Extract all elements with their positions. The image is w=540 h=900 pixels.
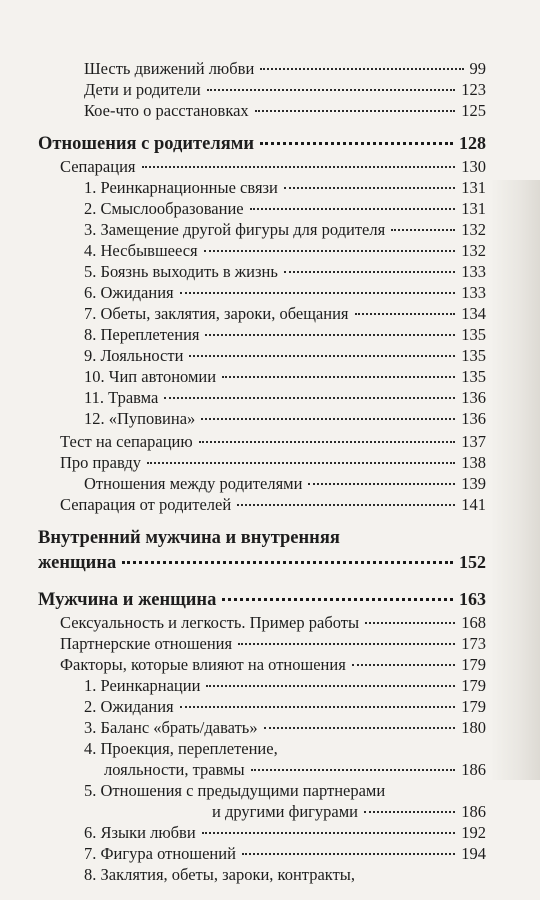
entry-page: 132 bbox=[461, 241, 486, 260]
toc-entry[interactable] bbox=[84, 282, 486, 304]
dot-leader bbox=[202, 832, 456, 834]
dot-leader bbox=[364, 811, 455, 813]
toc-entry[interactable] bbox=[84, 345, 486, 367]
entry-title: Шесть движений любви bbox=[84, 59, 255, 78]
dot-leader bbox=[308, 483, 455, 485]
dot-leader bbox=[222, 376, 455, 378]
toc-entry[interactable] bbox=[84, 303, 486, 325]
dot-leader bbox=[365, 622, 455, 624]
toc-entry[interactable] bbox=[84, 780, 486, 802]
dot-leader bbox=[264, 727, 456, 729]
entry-title: 1. Реинкарнационные связи bbox=[84, 178, 278, 197]
entry-page: 133 bbox=[461, 283, 486, 302]
toc-entry[interactable] bbox=[84, 219, 486, 241]
entry-page: 125 bbox=[461, 101, 486, 120]
section-title: Внутренний мужчина и внутренняя bbox=[38, 528, 340, 548]
dot-leader bbox=[391, 229, 455, 231]
toc-entry[interactable] bbox=[60, 431, 486, 453]
toc-entry-continued[interactable] bbox=[104, 759, 486, 781]
entry-title: 10. Чип автономии bbox=[84, 367, 217, 386]
entry-page: 138 bbox=[461, 453, 486, 472]
toc-entry[interactable] bbox=[84, 822, 486, 844]
entry-title: 3. Замещение другой фигуры для родителя bbox=[84, 220, 386, 239]
dot-leader bbox=[206, 685, 455, 687]
dot-leader bbox=[180, 292, 456, 294]
entry-title: 8. Заклятия, обеты, зароки, контракты, bbox=[84, 865, 356, 884]
entry-title: 7. Обеты, заклятия, зароки, обещания bbox=[84, 304, 349, 323]
entry-page: 133 bbox=[461, 262, 486, 281]
entry-title: 6. Ожидания bbox=[84, 283, 174, 302]
toc-entry[interactable] bbox=[84, 79, 486, 101]
entry-page: 135 bbox=[461, 346, 486, 365]
dot-leader bbox=[180, 706, 456, 708]
toc-entry[interactable] bbox=[84, 261, 486, 283]
dot-leader bbox=[251, 769, 456, 771]
entry-title: 3. Баланс «брать/давать» bbox=[84, 718, 258, 737]
toc-entry-continued[interactable] bbox=[212, 801, 486, 823]
entry-page: 168 bbox=[461, 613, 486, 632]
dot-leader bbox=[189, 355, 455, 357]
entry-title: 4. Проекция, переплетение, bbox=[84, 739, 278, 758]
entry-page: 134 bbox=[461, 304, 486, 323]
toc-entry[interactable] bbox=[84, 864, 486, 886]
entry-page: 194 bbox=[461, 844, 486, 863]
dot-leader bbox=[205, 334, 455, 336]
dot-leader bbox=[255, 110, 456, 112]
entry-title: 4. Несбывшееся bbox=[84, 241, 198, 260]
entry-title: Отношения между родителями bbox=[84, 474, 303, 493]
entry-title: Сепарация bbox=[60, 157, 136, 176]
entry-title: 1. Реинкарнации bbox=[84, 676, 201, 695]
dot-leader bbox=[164, 397, 455, 399]
dot-leader bbox=[355, 313, 456, 315]
dot-leader bbox=[122, 561, 453, 564]
entry-title: Про правду bbox=[60, 453, 141, 472]
toc-entry[interactable] bbox=[84, 843, 486, 865]
dot-leader bbox=[207, 89, 456, 91]
toc-entry[interactable] bbox=[84, 58, 486, 80]
entry-title: лояльности, травмы bbox=[104, 760, 245, 779]
entry-page: 136 bbox=[461, 388, 486, 407]
toc-entry[interactable] bbox=[84, 100, 486, 122]
entry-title: Сепарация от родителей bbox=[60, 495, 232, 514]
entry-title: Сексуальность и легкость. Пример работы bbox=[60, 613, 360, 632]
entry-title: Дети и родители bbox=[84, 80, 201, 99]
toc-section-heading[interactable] bbox=[38, 132, 486, 155]
dot-leader bbox=[222, 598, 453, 601]
dot-leader bbox=[352, 664, 455, 666]
toc-entry[interactable] bbox=[84, 675, 486, 697]
section-title: Отношения с родителями bbox=[38, 134, 254, 154]
toc-section-heading[interactable] bbox=[38, 588, 486, 611]
entry-title: 11. Травма bbox=[84, 388, 159, 407]
toc-section-heading[interactable] bbox=[38, 527, 486, 549]
entry-page: 186 bbox=[461, 760, 486, 779]
entry-page: 123 bbox=[461, 80, 486, 99]
entry-title: 8. Переплетения bbox=[84, 325, 200, 344]
dot-leader bbox=[284, 271, 455, 273]
toc-entry[interactable] bbox=[84, 717, 486, 739]
section-page: 128 bbox=[459, 133, 486, 153]
entry-page: 137 bbox=[461, 432, 486, 451]
toc-section-heading-continued[interactable] bbox=[38, 551, 486, 574]
entry-page: 139 bbox=[461, 474, 486, 493]
entry-page: 136 bbox=[461, 409, 486, 428]
dot-leader bbox=[204, 250, 456, 252]
entry-page: 135 bbox=[461, 367, 486, 386]
section-page: 163 bbox=[459, 589, 486, 609]
toc-entry[interactable] bbox=[84, 387, 486, 409]
toc-entry[interactable] bbox=[84, 366, 486, 388]
entry-page: 132 bbox=[461, 220, 486, 239]
entry-page: 179 bbox=[461, 676, 486, 695]
toc-entry[interactable] bbox=[84, 177, 486, 199]
entry-page: 141 bbox=[461, 495, 486, 514]
entry-page: 179 bbox=[461, 697, 486, 716]
dot-leader bbox=[201, 418, 455, 420]
section-page: 152 bbox=[459, 552, 486, 572]
entry-page: 130 bbox=[461, 157, 486, 176]
dot-leader bbox=[238, 643, 455, 645]
section-title: женщина bbox=[38, 553, 117, 573]
dot-leader bbox=[260, 142, 453, 145]
toc-entry[interactable] bbox=[60, 494, 486, 516]
entry-title: 12. «Пуповина» bbox=[84, 409, 196, 428]
entry-page: 131 bbox=[461, 199, 486, 218]
toc-entry[interactable] bbox=[84, 408, 486, 430]
entry-title: Кое-что о расстановках bbox=[84, 101, 249, 120]
toc-entry[interactable] bbox=[60, 452, 486, 474]
entry-page: 131 bbox=[461, 178, 486, 197]
entry-title: и другими фигурами bbox=[212, 802, 359, 821]
toc-entry[interactable] bbox=[84, 473, 486, 495]
dot-leader bbox=[260, 68, 463, 70]
entry-title: Тест на сепарацию bbox=[60, 432, 193, 451]
toc-entry[interactable] bbox=[84, 198, 486, 220]
entry-title: 9. Лояльности bbox=[84, 346, 184, 365]
toc-entry[interactable] bbox=[60, 612, 486, 634]
dot-leader bbox=[242, 853, 455, 855]
entry-page: 173 bbox=[461, 634, 486, 653]
entry-title: Партнерские отношения bbox=[60, 634, 233, 653]
toc-entry[interactable] bbox=[60, 633, 486, 655]
entry-title: 5. Боязнь выходить в жизнь bbox=[84, 262, 278, 281]
dot-leader bbox=[147, 462, 455, 464]
entry-page: 135 bbox=[461, 325, 486, 344]
dot-leader bbox=[199, 441, 456, 443]
entry-page: 180 bbox=[461, 718, 486, 737]
toc-entry[interactable] bbox=[84, 324, 486, 346]
section-title: Мужчина и женщина bbox=[38, 590, 217, 610]
entry-page: 99 bbox=[469, 59, 486, 78]
entry-title: 7. Фигура отношений bbox=[84, 844, 236, 863]
toc-entry[interactable] bbox=[84, 696, 486, 718]
entry-page: 186 bbox=[461, 802, 486, 821]
dot-leader bbox=[237, 504, 455, 506]
entry-title: 5. Отношения с предыдущими партнерами bbox=[84, 781, 386, 800]
dot-leader bbox=[142, 166, 456, 168]
toc-entry[interactable] bbox=[60, 156, 486, 178]
entry-title: 6. Языки любви bbox=[84, 823, 196, 842]
toc-entry[interactable] bbox=[60, 654, 486, 676]
toc-entry[interactable] bbox=[84, 240, 486, 262]
entry-page: 192 bbox=[461, 823, 486, 842]
entry-title: 2. Ожидания bbox=[84, 697, 174, 716]
entry-page: 179 bbox=[461, 655, 486, 674]
toc-entry[interactable] bbox=[84, 738, 486, 760]
entry-title: Факторы, которые влияют на отношения bbox=[60, 655, 346, 674]
dot-leader bbox=[250, 208, 456, 210]
dot-leader bbox=[284, 187, 455, 189]
entry-title: 2. Смыслообразование bbox=[84, 199, 244, 218]
